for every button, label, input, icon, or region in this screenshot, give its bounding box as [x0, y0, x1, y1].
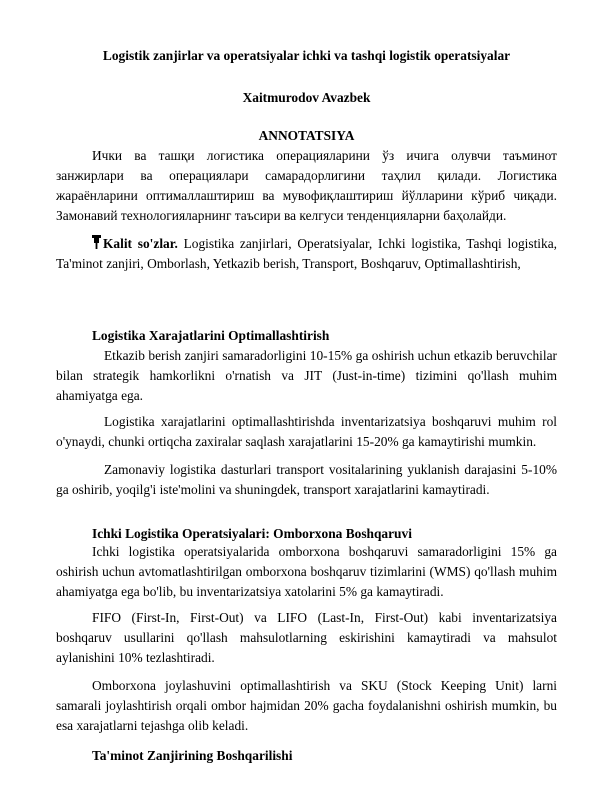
document-author: Xaitmurodov Avazbek — [242, 90, 371, 105]
keywords-text: Logistika zanjirlari, Operatsiyalar, Ichki logistika, Tashqi logistika, Ta'minot zanjiri, Omborlash, Yetkazib berish, Transport, Boshqaruv, Optimallashtirish, — [56, 236, 557, 271]
section-paragraph: Etkazib berish zanjiri samaradorligini 10-15% ga oshirish uchun etkazib beruvchilar bilan strategik hamkorlikni o'rnatish va JIT (Just-in-time) tizimini qo'llash muhim ahamiyatga ega. — [56, 348, 557, 403]
annotation-heading: ANNOTATSIYA — [258, 128, 355, 143]
section-heading: Logistika Xarajatlarini Optimallashtirish — [92, 328, 330, 343]
pushpin-icon — [92, 235, 101, 249]
document-title: Logistik zanjirlar va operatsiyalar ichki va tashqi logistik operatsiyalar — [102, 48, 511, 63]
section-paragraph: Omborxona joylashuvini optimallashtirish va SKU (Stock Keeping Unit) larni samarali joylashtirish orqali ombor hajmidan 20% gacha foydalanishni oshirish mumkin, bu esa xarajatlarni tejashga olib keladi. — [56, 678, 557, 733]
section-paragraph: FIFO (First-In, First-Out) va LIFO (Last-In, First-Out) kabi inventarizatsiya boshqaruv usullarini qo'llash mahsulotlarning eskirishini kamaytiradi va mahsulot aylanishini 10% tezlashtiradi. — [56, 610, 557, 665]
section-paragraph: Zamonaviy logistika dasturlari transport vositalarining yuklanish darajasini 5-10% ga oshirib, yoqilg'i iste'molini va shuningdek, transport xarajatlarini kamaytiradi. — [56, 462, 557, 497]
annotation-text: Ички ва ташқи логистика операцияларини ўз ичига олувчи таъминот занжирлари ва операциялари самарадорлигини таҳлил қилади. Логистика жараёнларини оптималлаштириш ва мувофиқлаштириш йўлларини кўриб чиқади. Замонавий технологияларнинг таъсири ва келгуси тенденцияларни баҳолайди. — [56, 148, 557, 223]
keywords-label: Kalit so'zlar. — [103, 236, 178, 251]
section-paragraph: Logistika xarajatlarini optimallashtirishda inventarizatsiya boshqaruvi muhim rol o'ynaydi, chunki ortiqcha zaxiralar saqlash xarajatlarini 15-20% ga kamaytirishi mumkin. — [56, 414, 557, 449]
section-heading: Ichki Logistika Operatsiyalari: Omborxona Boshqaruvi — [92, 526, 412, 541]
section-paragraph: Ichki logistika operatsiyalarida omborxona boshqaruvi samaradorligini 15% ga oshirish uchun avtomatlashtirilgan omborxona boshqaruv tizimlarini (WMS) qo'llash muhim ahamiyatga ega bo'lib, bu inventarizatsiya xatolarini 5% ga kamaytiradi. — [56, 544, 557, 599]
section-heading: Ta'minot Zanjirining Boshqarilishi — [92, 748, 293, 763]
annotation-heading-line — [56, 126, 557, 146]
keywords-paragraph — [56, 234, 557, 274]
